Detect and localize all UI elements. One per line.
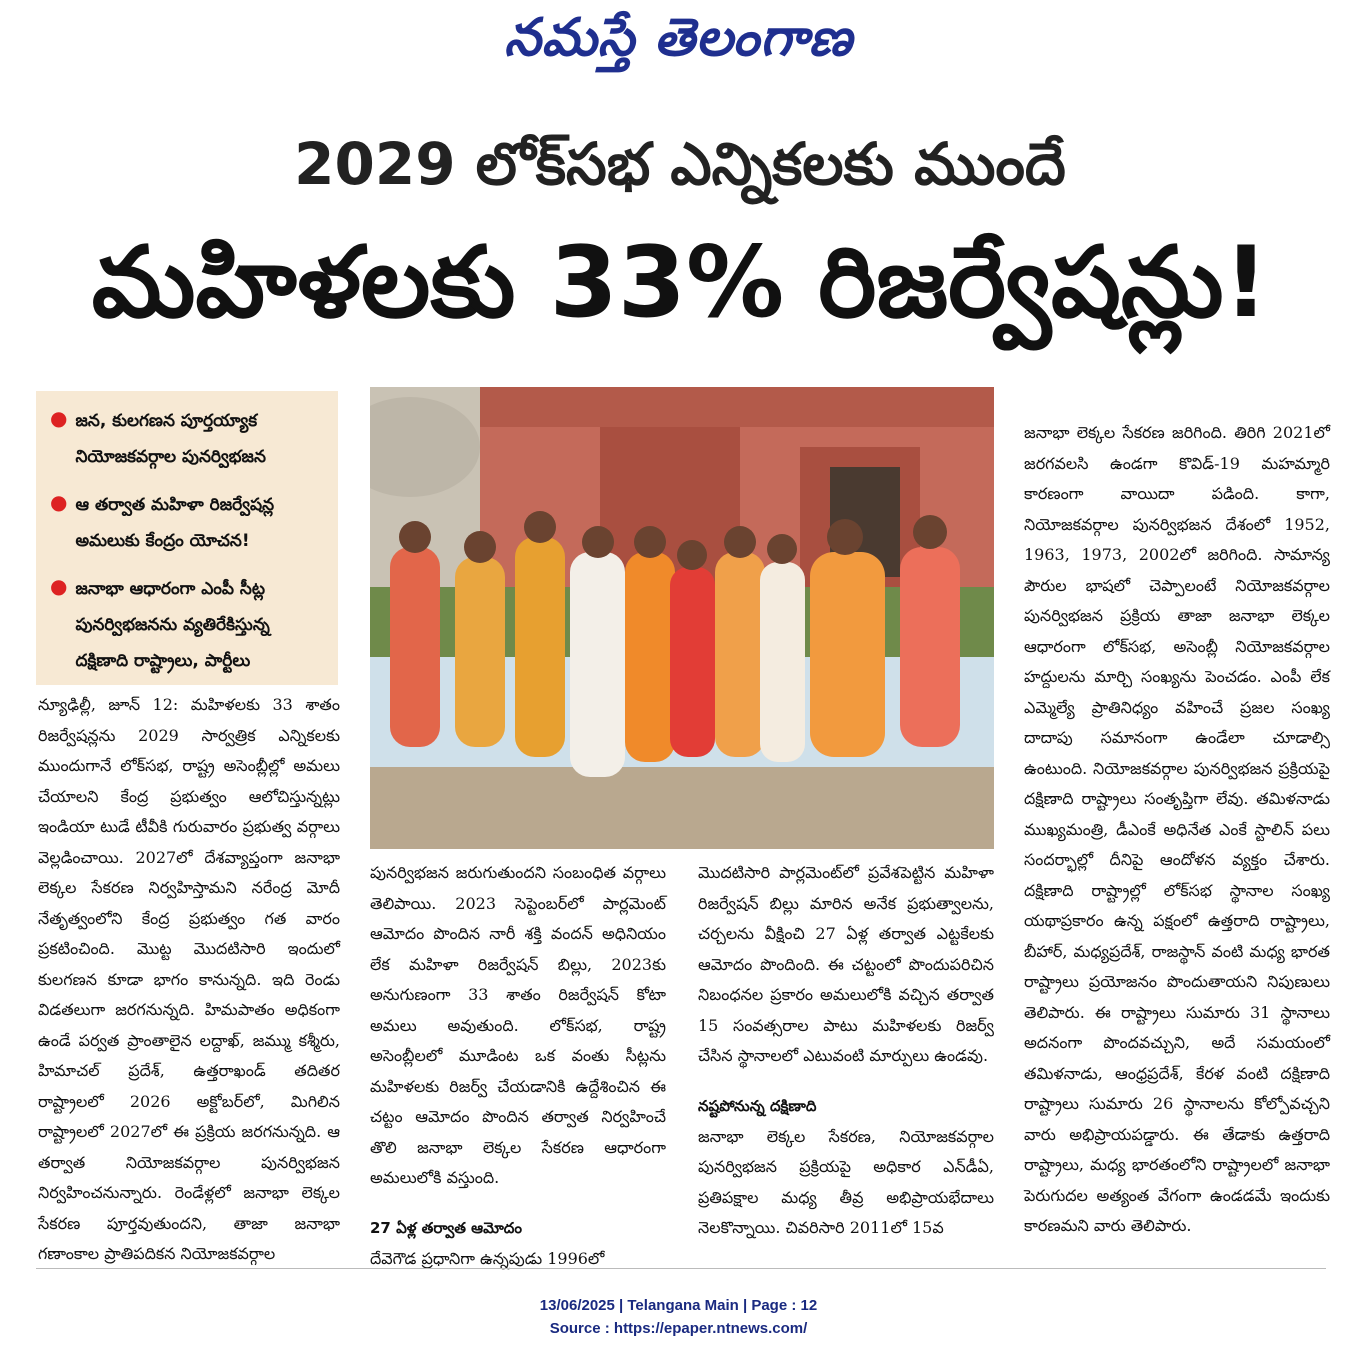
masthead-logo [0,8,1357,78]
article-body: పునర్విభజన జరుగుతుందని సంబంధిత వర్గాలు తెలిపాయి. 2023 సెప్టెంబర్‌లో పార్లమెంట్ ఆమోదం పొందిన నారీ శక్తి వందన్ అధినియం లేక మహిళా రిజర్వేషన్ బిల్లు, 2023కు అనుగుణంగా 33 శాతం రిజర్వేషన్ కోటా అమలు అవుతుంది. లోక్‌సభ, రాష్ట్ర అసెంబ్లీలలో మూడింట ఒక వంతు సీట్లను మహిళలకు రిజర్వ్ చేయడానికి ఉద్దేశించిన ఈ చట్టం ఆమోదం పొందిన తర్వాత నిర్వహించే తొలి జనాభా లెక్కల సేకరణ ఆధారంగా అమలులోకి వస్తుంది. [370,863,666,1187]
kicker-headline: 2029 లోక్‌సభ ఎన్నికలకు ముందే [294,130,1066,198]
highlight-item [50,403,328,475]
highlight-item [50,487,328,559]
article-body: మొదటిసారి పార్లమెంట్‌లో ప్రవేశపెట్టిన మహిళా రిజర్వేషన్ బిల్లు మారిన అనేక ప్రభుత్వాలను, చర్చలను వీక్షించి 27 ఏళ్ల తర్వాత ఎట్టకేలకు ఆమోదం పొందింది. ఈ చట్టంలో పొందుపరిచిన నిబంధనల ప్రకారం అమలులోకి వచ్చిన తర్వాత 15 సంవత్సరాల పాటు మహిళలకు రిజర్వ్ చేసిన స్థానాలలో ఎటువంటి మార్పులు ఉండవు. [698,863,994,1065]
article-body: దేవెగౌడ ప్రధానిగా ఉన్నపుడు 1996లో [370,1248,605,1268]
bullet-icon: ● [50,406,68,430]
bullet-icon: ● [50,574,68,598]
footer-divider [36,1268,1326,1269]
main-headline: మహిళలకు 33% రిజర్వేషన్లు! [91,226,1269,340]
article-column-3 [698,858,994,1244]
highlight-item [50,571,328,679]
highlights-box [36,391,338,685]
article-column-4 [1024,418,1330,1242]
footer-date-line: 13/06/2025 | Telangana Main | Page : 12 [539,1297,818,1314]
article-body: జనాభా లెక్కల సేకరణ, నియోజకవర్గాల పునర్విభజన ప్రక్రియపై అధికార ఎన్‌డీఏ, ప్రతిపక్షాల మధ్య తీవ్ర అభిప్రాయభేదాలు నెలకొన్నాయి. చివరిసారి 2011లో 15వ [698,1126,994,1237]
article-column-2 [370,858,666,1274]
article-column-1 [38,690,340,1270]
news-photo [370,387,994,849]
article-body: జనాభా లెక్కల సేకరణ జరిగింది. తిరిగి 2021లో జరగవలసి ఉండగా కొవిడ్-19 మహమ్మారి కారణంగా వాయిదా పడింది. కాగా, నియోజకవర్గాల పునర్విభజన దేశంలో 1952, 1963, 1973, 2002లో జరిగింది. సామాన్య పౌరుల భాషలో చెప్పాలంటే నియోజకవర్గాల పునర్విభజన ప్రక్రియ తాజా జనాభా లెక్కల ఆధారంగా లోక్‌సభ, అసెంబ్లీ నియోజకవర్గాల హద్దులను మార్చి సంఖ్యను పెంచడం. ఎంపీ లేక ఎమ్మెల్యే ప్రాతినిధ్యం వహించే ప్రజల సంఖ్య దాదాపు సమానంగా ఉండేలా చూడాల్సి ఉంటుంది. నియోజకవర్గాల పునర్విభజన ప్రక్రియపై దక్షిణాది రాష్ట్రాలు సంతృప్తిగా లేవు. తమిళనాడు ముఖ్యమంత్రి, డీఎంకే అధినేత ఎంకే స్టాలిన్ పలు సందర్భాల్లో దీనిపై ఆందోళన వ్యక్తం చేశారు. దక్షిణాది రాష్ట్రాల్లో లోక్‌సభ స్థానాల సంఖ్య యథాప్రకారం ఉన్న పక్షంలో ఉత్తరాది రాష్ట్రాలు, బీహార్, మధ్యప్రదేశ్, రాజస్థాన్ వంటి మధ్య భారత రాష్ట్రాలు ప్రయోజనం పొందుతాయని నిపుణులు తెలిపారు. ఈ రాష్ట్రాలు సుమారు 31 స్థానాలు అదనంగా పొందవచ్చుని, అదే సమయంలో తమిళనాడు, ఆంధ్రప్రదేశ్, కేరళ వంటి దక్షిణాది రాష్ట్రాలు సుమారు 26 స్థానాలను కోల్పోవచ్చని వారు అభిప్రాయపడ్డారు. ఈ తేడాకు ఉత్తరాది రాష్ట్రాలు, మధ్య భారతంలోని రాష్ట్రాలలో జనాభా పెరుగుదల అత్యంత వేగంగా ఉండడమే ఇందుకు కారణమని వారు తెలిపారు. [1024,423,1330,1235]
masthead-title: నమస్తే తెలంగాణ [504,8,853,68]
highlight-text: జన, కులగణన పూర్తయ్యాక నియోజకవర్గాల పునర్విభజన [75,411,266,467]
footer-source-line[interactable]: Source : https://epaper.ntnews.com/ [549,1320,808,1337]
bullet-icon: ● [50,490,68,514]
article-body: న్యూఢిల్లీ, జూన్ 12: మహిళలకు 33 శాతం రిజర్వేషన్లను 2029 సార్వత్రిక ఎన్నికలకు ముందుగానే లోక్‌సభ, రాష్ట్ర అసెంబ్లీల్లో అమలు చేయాలని కేంద్ర ప్రభుత్వం ఆలోచిస్తున్నట్లు ఇండియా టుడే టీవీకి గురువారం ప్రభుత్వ వర్గాలు వెల్లడించాయి. 2027లో దేశవ్యాప్తంగా జనాభా లెక్కల సేకరణ నిర్వహిస్తామని నరేంద్ర మోదీ నేతృత్వంలోని కేంద్ర ప్రభుత్వం గత వారం ప్రకటించింది. మొట్ట మొదటిసారి ఇందులో కులగణన కూడా భాగం కానున్నది. ఇది రెండు విడతలుగా జరగనున్నది. హిమపాతం అధికంగా ఉండే పర్వత ప్రాంతాలైన లద్దాఖ్, జమ్ము కశ్మీరు, హిమాచల్ ప్రదేశ్, ఉత్తరాఖండ్ తదితర రాష్ట్రాలలో 2026 అక్టోబర్‌లో, మిగిలిన రాష్ట్రాలలో 2027లో ఈ ప్రక్రియ జరగనున్నది. ఆ తర్వాత నియోజకవర్గాల పునర్విభజన నిర్వహించనున్నారు. రెండేళ్లలో జనాభా లెక్కల సేకరణ పూర్తవుతుందని, తాజా జనాభా గణాంకాల ప్రాతిపదికన నియోజకవర్గాల [38,695,340,1263]
highlight-text: జనాభా ఆధారంగా ఎంపీ సీట్ల పునర్విభజనను వ్యతిరేకిస్తున్న దక్షిణాది రాష్ట్రాలు, పార్టీలు [75,579,270,671]
section-subhead: 27 ఏళ్ల తర్వాత ఆమోదం [370,1218,522,1237]
photo-illustration [370,387,994,849]
highlight-text: ఆ తర్వాత మహిళా రిజర్వేషన్ల అమలుకు కేంద్రం యోచన! [75,495,275,551]
section-subhead: నష్టపోనున్న దక్షిణాది [698,1096,817,1115]
